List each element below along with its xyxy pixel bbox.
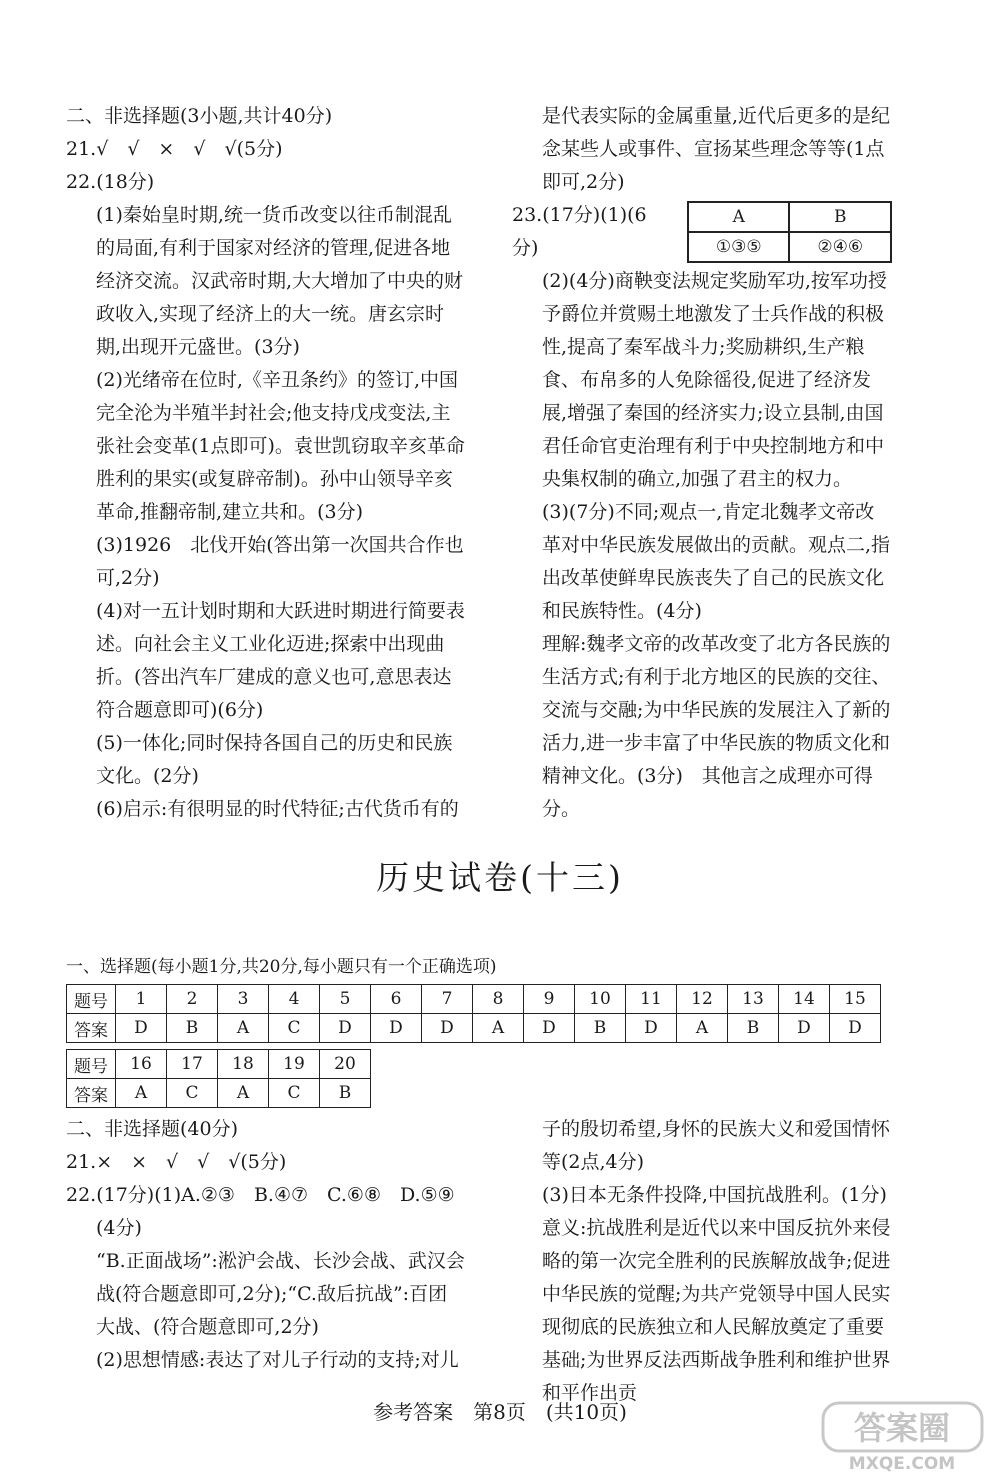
q-num: 18 bbox=[218, 1050, 269, 1079]
watermark-main-text: 答案圈 bbox=[853, 1409, 951, 1447]
q23-part-3: (3)(7分)不同;观点一,肯定北魏孝文帝改革对中华民族发展做出的贡献。观点二,指出改革使鲜卑民族丧失了自己的民族文化和民族特性。(4分) bbox=[542, 501, 891, 622]
q-answer: D bbox=[830, 1014, 881, 1043]
q22-part-3: (3)日本无条件投降,中国抗战胜利。(1分) bbox=[542, 1184, 887, 1206]
q23-header-a: A bbox=[688, 202, 790, 232]
bottom-right-column bbox=[512, 1113, 892, 1410]
q23-value-a: ①③⑤ bbox=[688, 232, 790, 262]
page-title: 历史试卷(十三) bbox=[376, 858, 624, 897]
q-answer: B bbox=[167, 1014, 218, 1043]
q-answer: C bbox=[269, 1014, 320, 1043]
answer-table-1-num-row bbox=[67, 985, 881, 1014]
watermark-logo bbox=[820, 1400, 985, 1472]
page-footer: 参考答案 第8页 (共10页) bbox=[373, 1400, 627, 1424]
q23-part-2: (2)(4分)商鞅变法规定奖励军功,按军功授予爵位并赏赐土地激发了士兵作战的积极性,提高了秦军战斗力;奖励耕织,生产粮食、布帛多的人免除徭役,促进了经济发展,增强了秦国的经济实力;设立县制,由国君任命官吏治理有利于中央控制地方和中央集权制的确立,加强了君主的权力。 bbox=[542, 270, 887, 490]
q-num: 7 bbox=[422, 985, 473, 1014]
q23-label: 23.(17分)(1)(6分) bbox=[512, 204, 647, 259]
q-num: 11 bbox=[626, 985, 677, 1014]
q-num: 20 bbox=[320, 1050, 371, 1079]
q-num: 13 bbox=[728, 985, 779, 1014]
q-num: 5 bbox=[320, 985, 371, 1014]
q23-header-b: B bbox=[789, 202, 891, 232]
section-2-heading: 二、非选择题(40分) bbox=[66, 1118, 239, 1140]
q-num: 19 bbox=[269, 1050, 320, 1079]
q22-battles: “B.正面战场”:淞沪会战、长沙会战、武汉会战(符合题意即可,2分);“C.敌后抗战”:百团大战、(符合题意即可,2分) bbox=[96, 1250, 465, 1338]
q22-part-4: (4)对一五计划时期和大跃进时期进行简要表述。向社会主义工业化迈进;探索中出现曲折。(答出汽车厂建成的意义也可,意思表达符合题意即可)(6分) bbox=[96, 600, 465, 721]
top-right-column bbox=[512, 100, 892, 826]
q-answer: A bbox=[218, 1014, 269, 1043]
q-answer: A bbox=[677, 1014, 728, 1043]
answer-table-2-answer-row bbox=[67, 1079, 371, 1108]
q22-score: (4分) bbox=[96, 1217, 142, 1239]
q-answer: B bbox=[320, 1079, 371, 1108]
q22-part-3: (3)1926 北伐开始(答出第一次国共合作也可,2分) bbox=[96, 534, 464, 589]
q22-part-6: (6)启示:有很明显的时代特征;古代货币有的 bbox=[96, 798, 459, 820]
q-answer: B bbox=[575, 1014, 626, 1043]
q-num: 15 bbox=[830, 985, 881, 1014]
q22-part-2: (2)思想情感:表达了对儿子行动的支持;对儿 bbox=[96, 1349, 459, 1371]
q-answer: C bbox=[167, 1079, 218, 1108]
q-num: 17 bbox=[167, 1050, 218, 1079]
q22-significance: 意义:抗战胜利是近代以来中国反抗外来侵略的第一次完全胜利的民族解放战争;促进中华民族的觉醒;为共产党领导中国人民实现彻底的民族独立和人民解放奠定了重要基础;为世界反法西斯战争胜利和维护世界和平作出贡 bbox=[542, 1217, 891, 1404]
q23-understanding: 理解:魏孝文帝的改革改变了北方各民族的生活方式;有利于北方地区的民族的交往、交流与交融;为中华民族的发展注入了新的活力,进一步丰富了中华民族的物质文化和精神文化。(3分) 其他言之成理亦可得分。 bbox=[542, 633, 891, 820]
q-num: 4 bbox=[269, 985, 320, 1014]
label-question-number: 题号 bbox=[67, 985, 116, 1014]
section-1-heading: 一、选择题(每小题1分,共20分,每小题只有一个正确选项) bbox=[66, 957, 497, 977]
q-answer: D bbox=[320, 1014, 371, 1043]
q-answer: D bbox=[779, 1014, 830, 1043]
answer-table-2-num-row bbox=[67, 1050, 371, 1079]
q-num: 16 bbox=[116, 1050, 167, 1079]
label-answer: 答案 bbox=[67, 1014, 116, 1043]
answer-table-1-answer-row bbox=[67, 1014, 881, 1043]
label-question-number: 题号 bbox=[67, 1050, 116, 1079]
q-num: 3 bbox=[218, 985, 269, 1014]
q-num: 14 bbox=[779, 985, 830, 1014]
q-answer: D bbox=[422, 1014, 473, 1043]
watermark-sub-text: MXQE.COM bbox=[848, 1454, 956, 1472]
q-num: 12 bbox=[677, 985, 728, 1014]
q22-part-1: (1)秦始皇时期,统一货币改变以往币制混乱的局面,有利于国家对经济的管理,促进各地经济交流。汉武帝时期,大大增加了中央的财政收入,实现了经济上的大一统。唐玄宗时期,出现开元盛世。(3分) bbox=[96, 204, 464, 358]
q22-part-2: (2)光绪帝在位时,《辛丑条约》的签订,中国完全沦为半殖半封社会;他支持戊戌变法,主张社会变革(1点即可)。袁世凯窃取辛亥革命胜利的果实(或复辟帝制)。孙中山领导辛亥革命,推翻帝制,建立共和。(3分) bbox=[96, 369, 465, 523]
q22-part-6-continued: 是代表实际的金属重量,近代后更多的是纪念某些人或事件、宣扬某些理念等等(1点即可,2分) bbox=[542, 105, 891, 193]
answer-table-2 bbox=[66, 1049, 371, 1108]
q-answer: B bbox=[728, 1014, 779, 1043]
q22-part-5: (5)一体化;同时保持各国自己的历史和民族文化。(2分) bbox=[96, 732, 453, 787]
q23-answer-table bbox=[687, 201, 892, 263]
q-answer: D bbox=[626, 1014, 677, 1043]
q22-answer-line: 22.(17分)(1)A.②③ B.④⑦ C.⑥⑧ D.⑤⑨ bbox=[66, 1184, 455, 1206]
q22-part-2-continued: 子的殷切希望,身怀的民族大义和爱国情怀等(2点,4分) bbox=[542, 1118, 891, 1173]
q-num: 2 bbox=[167, 985, 218, 1014]
label-answer: 答案 bbox=[67, 1079, 116, 1108]
q-num: 9 bbox=[524, 985, 575, 1014]
q-num: 1 bbox=[116, 985, 167, 1014]
q-answer: A bbox=[473, 1014, 524, 1043]
answer-table-1 bbox=[66, 984, 881, 1043]
q-answer: D bbox=[116, 1014, 167, 1043]
q-num: 6 bbox=[371, 985, 422, 1014]
q-answer: D bbox=[371, 1014, 422, 1043]
section-heading: 二、非选择题(3小题,共计40分) bbox=[66, 105, 333, 127]
q-num: 10 bbox=[575, 985, 626, 1014]
q21-answer: 21.√ √ × √ √(5分) bbox=[66, 138, 283, 160]
q-answer: A bbox=[116, 1079, 167, 1108]
q23-value-b: ②④⑥ bbox=[789, 232, 891, 262]
q22-heading: 22.(18分) bbox=[66, 171, 155, 193]
q-num: 8 bbox=[473, 985, 524, 1014]
bottom-left-column bbox=[66, 1113, 466, 1377]
top-left-column bbox=[66, 100, 466, 826]
q-answer: A bbox=[218, 1079, 269, 1108]
q-answer: C bbox=[269, 1079, 320, 1108]
q23-row bbox=[512, 199, 892, 265]
q-answer: D bbox=[524, 1014, 575, 1043]
q21-answer: 21.× × √ √ √(5分) bbox=[66, 1151, 287, 1173]
